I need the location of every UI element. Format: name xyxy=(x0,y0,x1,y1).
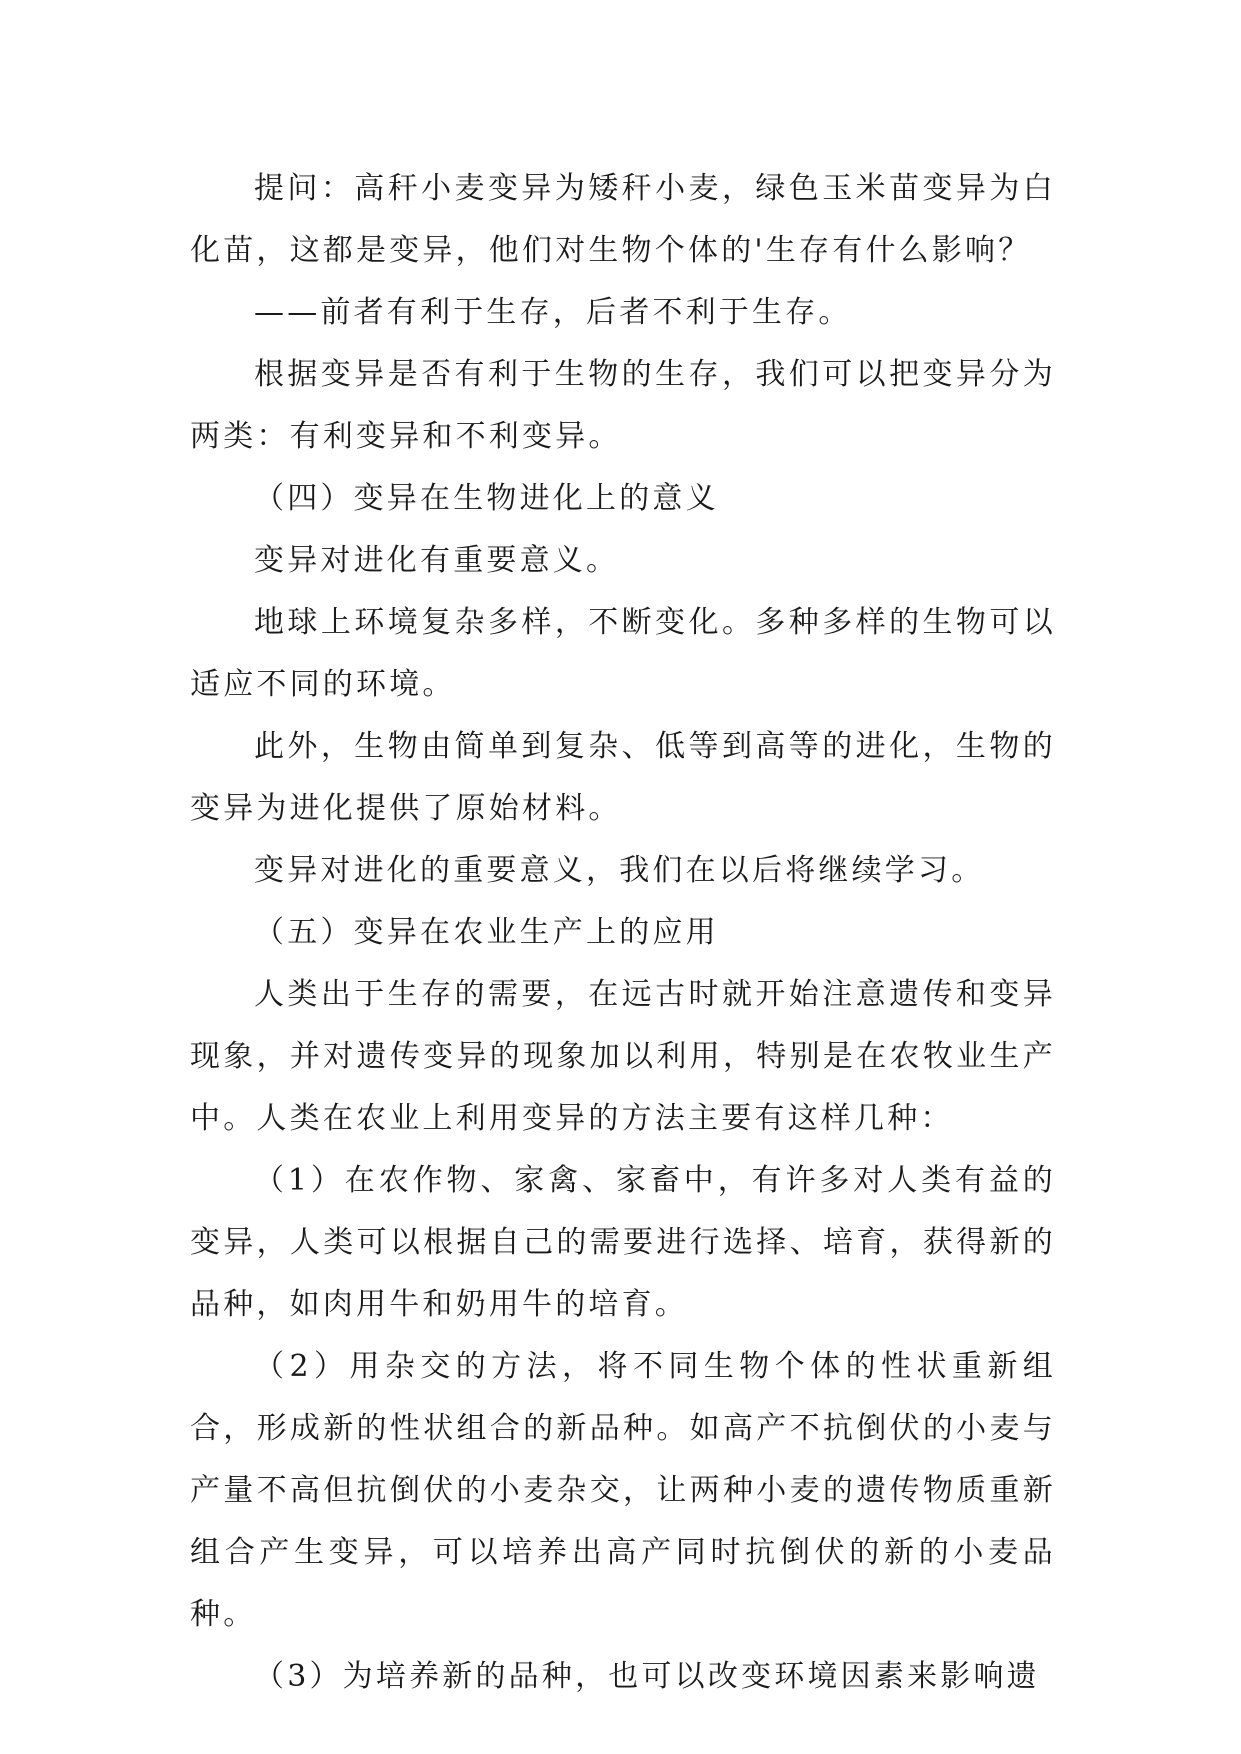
paragraph-classification: 根据变异是否有利于生物的生存，我们可以把变异分为两类：有利变异和不利变异。 xyxy=(190,357,1056,454)
document-body xyxy=(190,158,1056,1708)
list-item-3: （3）为培养新的品种，也可以改变环境因素来影响遗 xyxy=(254,1659,1040,1694)
section-heading-5: （五）变异在农业生产上的应用 xyxy=(254,915,719,950)
list-item-1: （1）在农作物、家禽、家畜中，有许多对人类有益的变异，人类可以根据自己的需要进行选择、培育，获得新的品种，如肉用牛和奶用牛的培育。 xyxy=(190,1163,1056,1322)
list-item-2: （2）用杂交的方法，将不同生物个体的性状重新组合，形成新的性状组合的新品种。如高产不抗倒伏的小麦与产量不高但抗倒伏的小麦杂交，让两种小麦的遗传物质重新组合产生变异，可以培养出高产同时抗倒伏的新的小麦品种。 xyxy=(190,1349,1056,1632)
section-heading-4: （四）变异在生物进化上的意义 xyxy=(254,481,719,516)
paragraph-significance: 变异对进化有重要意义。 xyxy=(254,543,620,578)
paragraph-agriculture: 人类出于生存的需要，在远古时就开始注意遗传和变异现象，并对遗传变异的现象加以利用，特别是在农牧业生产中。人类在农业上利用变异的方法主要有这样几种： xyxy=(190,977,1056,1136)
paragraph-evolution: 此外，生物由简单到复杂、低等到高等的进化，生物的变异为进化提供了原始材料。 xyxy=(190,729,1056,826)
paragraph-answer: ——前者有利于生存，后者不利于生存。 xyxy=(254,295,852,330)
paragraph-environment: 地球上环境复杂多样，不断变化。多种多样的生物可以适应不同的环境。 xyxy=(190,605,1056,702)
paragraph-question: 提问：高秆小麦变异为矮秆小麦，绿色玉米苗变异为白化苗，这都是变异，他们对生物个体的'生存有什么影响？ xyxy=(190,171,1056,268)
paragraph-continue: 变异对进化的重要意义，我们在以后将继续学习。 xyxy=(254,853,985,888)
